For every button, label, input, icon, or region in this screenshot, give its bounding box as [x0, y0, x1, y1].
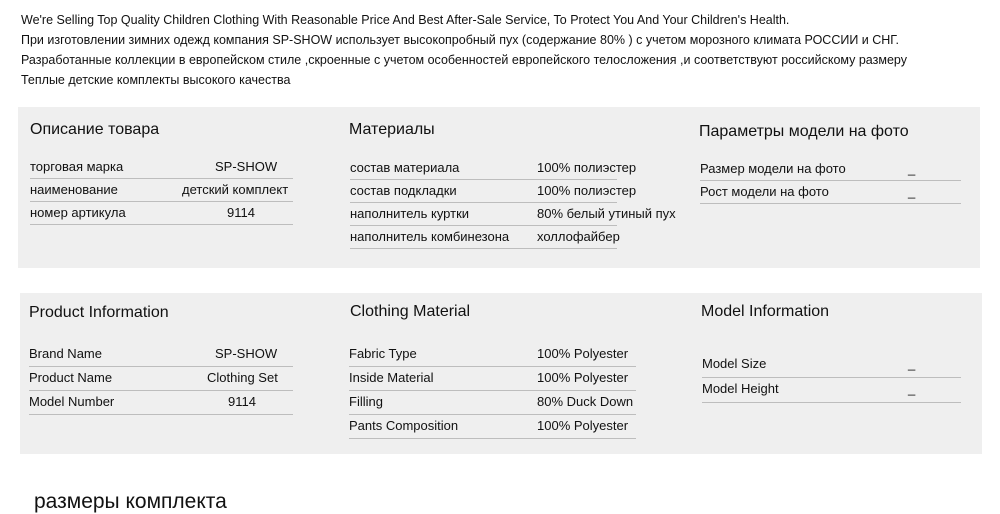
row-value: холлофайбер [537, 229, 620, 244]
row-value: _ [908, 356, 916, 371]
intro-text [21, 10, 907, 90]
row-label: состав подкладки [350, 183, 457, 198]
row-label: состав материала [350, 160, 460, 175]
row-value: 100% полиэстер [537, 160, 637, 175]
table-row [350, 226, 620, 249]
row-label: торговая марка [30, 159, 124, 174]
model-section-title: Параметры модели на фото [699, 123, 909, 140]
row-value: 80% Duck Down [537, 394, 634, 409]
table-row [350, 203, 676, 226]
table-row [700, 158, 961, 181]
size-chart-heading: размеры комплекта [34, 490, 227, 513]
table-row [30, 179, 293, 202]
table-row [349, 343, 636, 367]
table-row [29, 391, 293, 415]
english-info-panel [20, 293, 982, 454]
row-value: Clothing Set [207, 370, 278, 385]
row-label: Model Height [702, 381, 779, 396]
table-row [702, 353, 961, 378]
row-value: 100% Polyester [537, 346, 629, 361]
material-table [350, 157, 676, 249]
row-label: Fabric Type [349, 346, 417, 361]
material-table [349, 343, 636, 439]
table-row [349, 415, 636, 439]
product-section-title: Product Information [29, 304, 169, 321]
model-section-title: Model Information [701, 303, 830, 320]
intro-line: Разработанные коллекции в европейском стиле ,скроенные с учетом особенностей европейского телосложения ,и соответствуют российскому размеру [21, 53, 907, 67]
row-value: SP-SHOW [215, 159, 278, 174]
row-label: наполнитель комбинезона [350, 229, 510, 244]
intro-line: Теплые детские комплекты высокого качества [21, 73, 291, 87]
russian-info-panel [18, 107, 980, 268]
table-row [350, 180, 637, 203]
row-label: Размер модели на фото [700, 161, 846, 176]
table-row [29, 367, 293, 391]
table-row [700, 181, 961, 204]
row-value: _ [908, 381, 916, 396]
row-label: Product Name [29, 370, 113, 385]
row-label: Рост модели на фото [700, 184, 829, 199]
model-table [702, 353, 961, 403]
product-table [29, 343, 293, 415]
row-value: SP-SHOW [215, 346, 278, 361]
model-table [700, 158, 961, 204]
table-row [30, 156, 293, 179]
table-row [349, 391, 636, 415]
table-row [349, 367, 636, 391]
row-label: наименование [30, 182, 118, 197]
row-value: 100% полиэстер [537, 183, 637, 198]
row-value: 100% Polyester [537, 418, 629, 433]
row-label: Brand Name [29, 346, 102, 361]
table-row [350, 157, 637, 180]
table-row [29, 343, 293, 367]
row-label: Pants Composition [349, 418, 459, 433]
table-row [30, 202, 293, 225]
material-section-title: Clothing Material [350, 303, 471, 320]
row-label: Inside Material [349, 370, 434, 385]
row-value: 80% белый утиный пух [537, 206, 676, 221]
intro-line: We're Selling Top Quality Children Clothing With Reasonable Price And Best After-Sale Service, To Protect You And Your Children's Health. [21, 13, 790, 27]
row-label: номер артикула [30, 205, 126, 220]
intro-line: При изготовлении зимних одежд компания SP-SHOW использует высокопробный пух (содержание 80% ) с учетом морозного климата РОССИИ и СНГ. [21, 33, 900, 47]
row-label: Filling [349, 394, 383, 409]
row-label: Model Size [702, 356, 767, 371]
product-table [30, 156, 293, 225]
row-value: _ [908, 161, 916, 176]
row-value: детский комплект [182, 182, 289, 197]
row-value: 9114 [227, 205, 255, 220]
row-value: _ [908, 184, 916, 199]
table-row [702, 378, 961, 403]
row-label: Model Number [29, 394, 115, 409]
row-label: наполнитель куртки [350, 206, 470, 221]
row-value: 100% Polyester [537, 370, 629, 385]
row-value: 9114 [228, 394, 256, 409]
product-section-title: Описание товара [30, 121, 160, 138]
material-section-title: Материалы [349, 121, 435, 138]
